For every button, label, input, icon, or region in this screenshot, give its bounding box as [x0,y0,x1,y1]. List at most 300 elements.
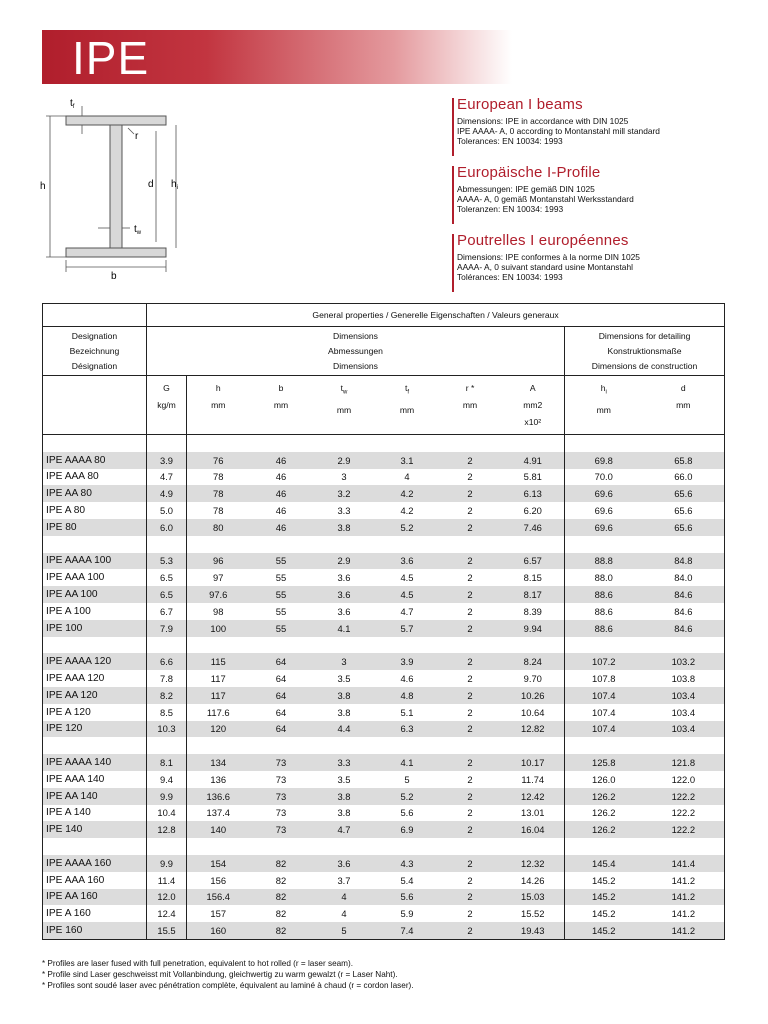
value-cell: 9.70 [502,670,565,687]
value-cell: 98 [213,605,224,617]
value-cell: 11.4 [147,872,187,889]
value-cell: 6.5 [147,586,187,603]
value-cell: 88.0 [594,572,613,584]
description-fr: Poutrelles I européennes Dimensions: IPE conformes à la norme DIN 1025 AAAA- A, 0 suivant standard usine Montanstahl Tolérances: EN 10034: 1993 [457,232,757,282]
value-cell: 46 [250,452,313,469]
value-cell: 64 [250,721,313,738]
value-cell: 2 [467,572,473,584]
value-cell: 82 [275,874,287,886]
value-cell: 64 [275,706,287,718]
value-cell: 9.4 [147,771,187,788]
description-title: Europäische I-Profile [457,164,601,181]
designation-cell: IPE AA 80 [43,485,147,502]
ipe-properties-table: General properties / Generelle Eigenschaften / Valeurs generaux Designation Dimensions Dimensions for detailing Bezeichnung Abmessungen Konstruktionsmaße Désignation Dimensions Dimensions de construction G kg/m h mm b mm $t_w$ mm $t_f$ mm r * mm A mm2 x10² $h_i$ mm d mm IPE AAAA 80 3.9 76 46 2.9 3.1 2 4.91 69.8 65.8 IPE AAA 80 4.7 78 46 3 4 2 5.81 70.0 66.0 IPE AA 80 4.9 78 46 3.2 4.2 2 6.13 69.6 65.6 IPE A 80 5.0 78 46 3.3 4.2 2 6.20 69.6 65.6 IPE 80 6.0 80 46 3.8 5.2 2 7.46 69.6 65.6 IPE AAAA 100 5.3 96 55 2.9 3.6 2 6.57 88.8 84.8 IPE AAA 100 6.5 97 55 3.6 4.5 2 8.15 88.0 84.0 IPE AA 100 6.5 97.6 55 3.6 4.5 2 8.17 88.6 84.6 IPE A 100 6.7 98 55 3.6 4.7 2 8.39 88.6 84.6 IPE 100 7.9 100 55 4.1 5.7 2 9.94 88.6 84.6 IPE AAAA 120 6.6 115 64 3 3.9 2 8.24 107.2 103.2 IPE AAA 120 7.8 117 64 3.5 4.6 2 9.70 107.8 103.8 IPE AA 120 8.2 117 64 3.8 4.8 2 10.26 107.4 103.4 IPE A 120 8.5 117.6 64 3.8 5.1 2 10.64 107.4 103.4 IPE 120 10.3 120 64 4.4 6.3 2 12.82 107.4 103.4 IPE AAAA 140 8.1 134 73 3.3 4.1 2 10.17 125.8 121.8 IPE AAA 140 9.4 136 73 3.5 5 2 11.74 126.0 122.0 IPE AA 140 9.9 136.6 73 3.8 5.2 2 12.42 126.2 122.2 IPE A 140 10.4 137.4 73 3.8 5.6 2 13.01 126.2 122.2 IPE 140 12.8 140 73 4.7 6.9 2 16.04 126.2 122.2 IPE AAAA 160 9.9 154 82 3.6 4.3 2 12.32 145.4 141.4 IPE AAA 160 11.4 156 82 3.7 5.4 2 14.26 145.2 141.2 IPE AA 160 12.0 156.4 82 4 5.6 2 15.03 145.2 141.2 IPE A 160 12.4 157 82 4 5.9 2 15.52 145.2 141.2 IPE 160 15.5 160 82 5 7.4 2 19.43 145.2 141.2 [42,303,725,940]
value-cell: 8.1 [147,754,187,771]
value-cell: 3.3 [337,505,351,517]
col-h: h mm [187,376,250,435]
value-cell: 145.2 [592,874,616,886]
value-cell: 12.4 [147,905,187,922]
value-cell: 2 [467,874,473,886]
col-a: A mm2 x10² [502,376,565,435]
table-row [43,586,725,603]
designation-cell: IPE 160 [43,922,147,939]
value-cell: 69.6 [565,485,643,502]
value-cell: 4.2 [376,485,439,502]
value-cell: 3.9 [147,452,187,469]
value-cell: 107.4 [565,687,643,704]
value-cell: 4.7 [400,605,414,617]
designation-cell: IPE 80 [43,519,147,536]
table-row [43,519,725,536]
h-label: h [40,181,46,192]
value-cell: 3.6 [313,855,376,872]
value-cell: 141.2 [643,889,725,906]
designation-cell: IPE A 80 [43,502,147,519]
value-cell: 9.9 [147,855,187,872]
value-cell: 64 [275,673,287,685]
value-cell: 4.5 [376,586,439,603]
value-cell: 4.8 [376,687,439,704]
value-cell: 69.6 [565,519,643,536]
value-cell: 69.6 [594,505,613,517]
col-tf: $t_f$ mm [376,376,439,435]
value-cell: 7.9 [147,620,187,637]
value-cell: 82 [275,908,287,920]
value-cell: 84.0 [643,569,725,586]
value-cell: 10.64 [502,704,565,721]
table-row [43,569,725,586]
value-cell: 3.6 [337,605,351,617]
value-cell: 145.4 [565,855,643,872]
value-cell: 134 [187,754,250,771]
value-cell: 12.0 [147,889,187,906]
value-cell: 64 [250,653,313,670]
value-cell: 64 [250,687,313,704]
value-cell: 14.26 [502,872,565,889]
value-cell: 2 [439,553,502,570]
value-cell: 12.8 [147,821,187,838]
value-cell: 117 [187,687,250,704]
value-cell: 154 [187,855,250,872]
designation-cell: IPE A 120 [43,704,147,721]
value-cell: 78 [213,471,224,483]
value-cell: 97.6 [187,586,250,603]
value-cell: 2 [467,673,473,685]
value-cell: 55 [250,620,313,637]
value-cell: 78 [213,505,224,517]
value-cell: 107.4 [565,721,643,738]
value-cell: 126.2 [592,807,616,819]
value-cell: 8.39 [502,603,565,620]
value-cell: 5.7 [376,620,439,637]
designation-cell: IPE 120 [43,721,147,738]
col-g: G kg/m [147,376,187,435]
value-cell: 8.2 [147,687,187,704]
value-cell: 2 [439,788,502,805]
value-cell: 5.1 [400,706,414,718]
designation-cell: IPE 140 [43,821,147,838]
value-cell: 4 [404,471,410,483]
value-cell: 46 [250,519,313,536]
table-row [43,469,725,486]
value-cell: 97 [213,572,224,584]
value-cell: 8.5 [147,704,187,721]
page-title: IPE [72,32,150,84]
value-cell: 4 [313,889,376,906]
table-row [43,771,725,788]
col-hi: $h_i$ mm [565,376,643,435]
value-cell: 3.1 [376,452,439,469]
value-cell: 66.0 [643,469,725,486]
value-cell: 65.6 [643,485,725,502]
value-cell: 4.6 [400,673,414,685]
value-cell: 122.0 [643,771,725,788]
col-d: d mm [643,376,725,435]
value-cell: 2 [439,452,502,469]
value-cell: 3.2 [313,485,376,502]
value-cell: 103.4 [643,687,725,704]
value-cell: 12.42 [502,788,565,805]
value-cell: 82 [250,855,313,872]
value-cell: 2 [439,922,502,939]
value-cell: 10.3 [147,721,187,738]
value-cell: 2 [439,855,502,872]
value-cell: 2 [439,889,502,906]
col-r: r * mm [439,376,502,435]
table-row [43,855,725,872]
value-cell: 6.20 [502,502,565,519]
value-cell: 70.0 [594,471,613,483]
value-cell: 2 [439,821,502,838]
value-cell: 19.43 [502,922,565,939]
value-cell: 73 [250,788,313,805]
value-cell: 141.2 [643,872,725,889]
value-cell: 4 [341,908,347,920]
value-cell: 8.24 [502,653,565,670]
general-properties-header: General properties / Generelle Eigenschaften / Valeurs generaux [147,304,725,327]
value-cell: 6.13 [502,485,565,502]
i-beam-diagram [38,94,198,294]
value-cell: 3.8 [313,687,376,704]
value-cell: 145.2 [592,908,616,920]
value-cell: 122.2 [643,805,725,822]
value-cell: 84.6 [643,620,725,637]
value-cell: 156 [210,874,227,886]
designation-cell: IPE AAAA 120 [43,653,147,670]
value-cell: 3.6 [376,553,439,570]
designation-header: Designation [43,327,147,342]
value-cell: 126.0 [592,773,616,785]
value-cell: 16.04 [502,821,565,838]
value-cell: 120 [187,721,250,738]
value-cell: 103.4 [643,721,725,738]
value-cell: 140 [187,821,250,838]
value-cell: 4.1 [376,754,439,771]
value-cell: 13.01 [502,805,565,822]
value-cell: 7.8 [147,670,187,687]
value-cell: 10.17 [502,754,565,771]
value-cell: 55 [250,586,313,603]
value-cell: 5.4 [400,874,414,886]
value-cell: 65.8 [643,452,725,469]
bottom-flange [66,248,166,257]
value-cell: 2 [467,908,473,920]
value-cell: 160 [187,922,250,939]
table-row [43,922,725,939]
value-cell: 6.57 [502,553,565,570]
value-cell: 2 [439,653,502,670]
top-flange [66,116,166,125]
table-row [43,502,725,519]
value-cell: 4.2 [400,505,414,517]
value-cell: 15.03 [502,889,565,906]
table-row [43,754,725,771]
value-cell: 157 [210,908,227,920]
value-cell: 6.7 [147,603,187,620]
value-cell: 11.74 [502,771,565,788]
designation-cell: IPE AAA 100 [43,569,147,586]
value-cell: 103.2 [643,653,725,670]
description-title: European I beams [457,96,583,113]
tw-label: $t_w$ [134,224,142,236]
designation-cell: IPE AA 160 [43,889,147,906]
value-cell: 4.3 [376,855,439,872]
hi-label: $h_i$ [171,179,178,191]
dimensions-header: Dimensions [147,327,565,342]
table-row [43,653,725,670]
value-cell: 145.2 [565,922,643,939]
designation-cell: IPE AA 120 [43,687,147,704]
value-cell: 2 [467,773,473,785]
designation-cell: IPE AAA 160 [43,872,147,889]
value-cell: 4.1 [313,620,376,637]
value-cell: 2 [439,485,502,502]
value-cell: 46 [250,485,313,502]
description-title: Poutrelles I européennes [457,232,629,249]
designation-cell: IPE AAAA 100 [43,553,147,570]
value-cell: 55 [250,553,313,570]
value-cell: 15.52 [502,905,565,922]
value-cell: 3.7 [337,874,351,886]
table-row [43,788,725,805]
table-row [43,452,725,469]
value-cell: 115 [187,653,250,670]
value-cell: 6.0 [147,519,187,536]
designation-cell: IPE AAA 140 [43,771,147,788]
table-row [43,721,725,738]
value-cell: 4.7 [313,821,376,838]
value-cell: 3.9 [376,653,439,670]
value-cell: 3.6 [313,586,376,603]
value-cell: 9.94 [502,620,565,637]
table-row [43,553,725,570]
r-label: r [135,131,139,142]
value-cell: 5 [313,922,376,939]
value-cell: 96 [187,553,250,570]
table-row [43,889,725,906]
value-cell: 6.9 [376,821,439,838]
value-cell: 73 [275,773,287,785]
value-cell: 88.6 [594,605,613,617]
value-cell: 141.2 [643,922,725,939]
value-cell: 2 [467,505,473,517]
value-cell: 141.4 [643,855,725,872]
web [110,125,122,248]
value-cell: 103.4 [643,704,725,721]
value-cell: 107.4 [592,706,616,718]
value-cell: 84.6 [643,586,725,603]
value-cell: 69.8 [565,452,643,469]
value-cell: 2 [439,620,502,637]
value-cell: 4.91 [502,452,565,469]
value-cell: 12.32 [502,855,565,872]
value-cell: 126.2 [565,821,643,838]
value-cell: 5.0 [147,502,187,519]
value-cell: 84.6 [643,603,725,620]
value-cell: 2 [467,605,473,617]
value-cell: 122.2 [643,788,725,805]
designation-cell: IPE 100 [43,620,147,637]
designation-cell: IPE A 140 [43,805,147,822]
value-cell: 73 [275,807,287,819]
value-cell: 4.4 [313,721,376,738]
value-cell: 5 [404,773,410,785]
value-cell: 2 [467,706,473,718]
description-de: Europäische I-Profile Abmessungen: IPE gemäß DIN 1025 AAAA- A, 0 gemäß Montanstahl Werksstandard Toleranzen: EN 10034: 1993 [457,164,757,214]
value-cell: 5.2 [376,519,439,536]
value-cell: 6.5 [147,569,187,586]
value-cell: 100 [187,620,250,637]
value-cell: 117.6 [206,706,230,718]
value-cell: 10.26 [502,687,565,704]
value-cell: 4.7 [147,469,187,486]
table-row [43,687,725,704]
designation-cell: IPE AAAA 160 [43,855,147,872]
value-cell: 84.8 [643,553,725,570]
value-cell: 3 [341,471,347,483]
designation-cell: IPE AAAA 140 [43,754,147,771]
tf-label: $t_f$ [70,98,75,110]
value-cell: 3.3 [313,754,376,771]
value-cell: 107.8 [592,673,616,685]
value-cell: 6.3 [376,721,439,738]
value-cell: 65.6 [643,519,725,536]
b-label: b [111,271,117,282]
value-cell: 5.81 [502,469,565,486]
value-cell: 5.9 [400,908,414,920]
value-cell: 4.9 [147,485,187,502]
value-cell: 2 [467,471,473,483]
footnote-fr: * Profiles sont soudé laser avec pénétration complète, équivalent au laminé à chaud (r = cordon laser). [42,981,414,990]
designation-cell: IPE A 160 [43,905,147,922]
designation-cell: IPE A 100 [43,603,147,620]
value-cell: 5.6 [376,889,439,906]
value-cell: 12.82 [502,721,565,738]
footnote-de: * Profile sind Laser geschweisst mit Vollanbindung, gleichwertig zu warm gewalzt (r = Laser Naht). [42,970,398,979]
designation-cell: IPE AAAA 80 [43,452,147,469]
value-cell: 65.6 [643,502,725,519]
value-cell: 46 [275,505,287,517]
value-cell: 82 [250,922,313,939]
footnotes [42,958,414,991]
value-cell: 126.2 [565,788,643,805]
table-row [43,603,725,620]
table-row [43,485,725,502]
value-cell: 103.8 [643,670,725,687]
value-cell: 145.2 [565,889,643,906]
value-cell: 8.17 [502,586,565,603]
value-cell: 2 [439,687,502,704]
d-label: d [148,179,154,190]
value-cell: 82 [250,889,313,906]
value-cell: 117 [210,673,226,685]
value-cell: 2 [439,721,502,738]
value-cell: 2.9 [313,553,376,570]
value-cell: 141.2 [643,905,725,922]
table-row [43,905,725,922]
value-cell: 3.8 [313,788,376,805]
value-cell: 15.5 [147,922,187,939]
value-cell: 136.6 [187,788,250,805]
value-cell: 88.6 [565,586,643,603]
table-row [43,620,725,637]
value-cell: 76 [187,452,250,469]
value-cell: 3.5 [337,773,351,785]
value-cell: 2 [439,519,502,536]
value-cell: 2.9 [313,452,376,469]
value-cell: 88.8 [565,553,643,570]
value-cell: 4.5 [400,572,414,584]
value-cell: 125.8 [565,754,643,771]
value-cell: 2 [439,754,502,771]
col-b: b mm [250,376,313,435]
value-cell: 55 [275,572,287,584]
value-cell: 10.4 [147,805,187,822]
designation-cell: IPE AA 140 [43,788,147,805]
value-cell: 73 [250,821,313,838]
value-cell: 73 [250,754,313,771]
value-cell: 3 [313,653,376,670]
value-cell: 78 [187,485,250,502]
value-cell: 55 [275,605,287,617]
value-cell: 137.4 [206,807,230,819]
value-cell: 3.5 [337,673,351,685]
col-tw: $t_w$ mm [313,376,376,435]
table-row [43,805,725,822]
value-cell: 5.6 [400,807,414,819]
table-row [43,704,725,721]
designation-cell: IPE AAA 80 [43,469,147,486]
footnote-en: * Profiles are laser fused with full penetration, equivalent to hot rolled (r = laser seam). [42,959,353,968]
value-cell: 7.46 [502,519,565,536]
value-cell: 122.2 [643,821,725,838]
value-cell: 121.8 [643,754,725,771]
value-cell: 107.2 [565,653,643,670]
table-row [43,872,725,889]
value-cell: 156.4 [187,889,250,906]
value-cell: 3.8 [337,807,351,819]
value-cell: 8.15 [502,569,565,586]
value-cell: 3.8 [337,706,351,718]
value-cell: 46 [275,471,287,483]
value-cell: 9.9 [147,788,187,805]
value-cell: 7.4 [376,922,439,939]
value-cell: 3.6 [337,572,351,584]
value-cell: 88.6 [565,620,643,637]
description-en: European I beams Dimensions: IPE in accordance with DIN 1025 IPE AAAA- A, 0 according to Montanstahl mill standard Tolerances: EN 10034: 1993 [457,96,757,146]
table-row [43,821,725,838]
value-cell: 136 [210,773,227,785]
